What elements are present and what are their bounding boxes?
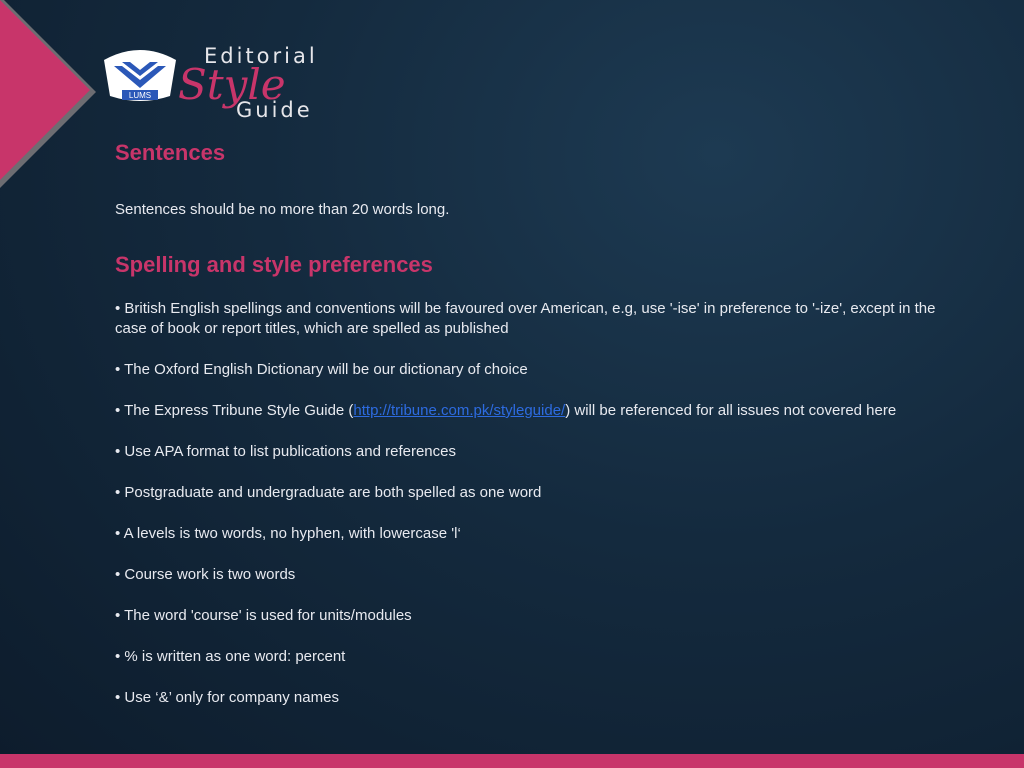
bullet-a-levels: • A levels is two words, no hyphen, with lowercase 'l‘ [115,525,461,542]
bullet-course-work: • Course work is two words [115,566,296,583]
tribune-text-after: ) will be referenced for all issues not covered here [565,402,897,419]
emblem-label: LUMS [128,91,152,100]
sentences-heading: Sentences [115,140,226,165]
logo-editorial-text: Editorial [204,44,318,68]
editorial-style-guide-logo [100,38,350,128]
logo-guide-text: Guide [236,98,313,122]
bullet-apa-format: • Use APA format to list publications and references [115,443,456,460]
bottom-accent-bar [0,754,1024,768]
bullet-course-units: • The word 'course' is used for units/modules [115,607,412,624]
bullet-oxford-dictionary: • The Oxford English Dictionary will be our dictionary of choice [115,361,528,378]
sentences-body: Sentences should be no more than 20 words long. [115,201,450,218]
bullet-british-english: • British English spellings and conventions will be favoured over American, e.g, use '-ise' in preference to '-ize', except in the case of book or report titles, which are spelled as published [115,300,936,337]
tribune-style-guide-link[interactable]: http://tribune.com.pk/styleguide/ [353,402,566,419]
bullet-postgraduate: • Postgraduate and undergraduate are both spelled as one word [115,484,542,501]
bullet-ampersand: • Use ‘&’ only for company names [115,689,339,706]
bullet-express-tribune [115,401,955,421]
corner-decoration [0,0,90,180]
bullet-percent: • % is written as one word: percent [115,648,346,665]
tribune-text-before: • The Express Tribune Style Guide ( [115,402,354,419]
lums-emblem-icon [100,38,180,108]
logo-style-text: Style [178,60,286,109]
spelling-bullet-list [115,299,955,729]
spelling-heading: Spelling and style preferences [115,252,433,277]
